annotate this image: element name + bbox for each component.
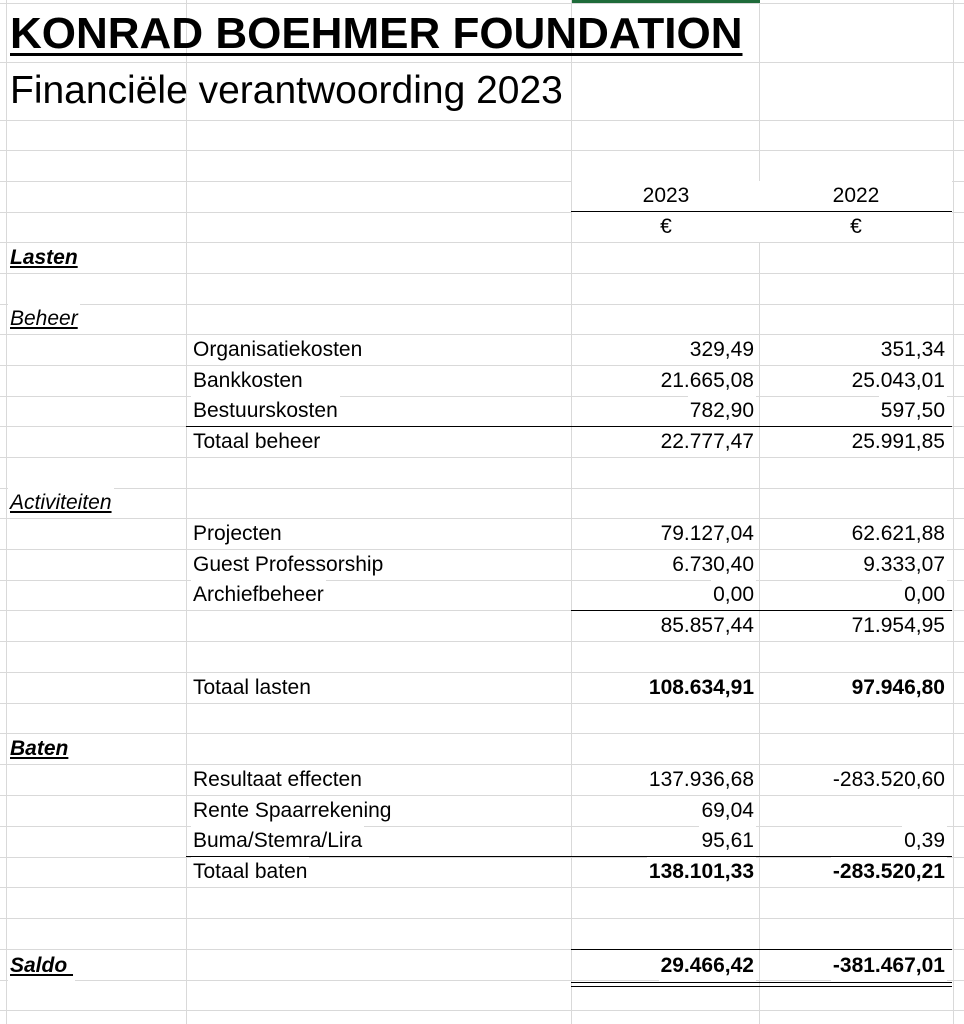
value-2022: 597,50 [879,396,947,426]
row-label: Rente Spaarrekening [191,796,393,826]
row-label: Projecten [191,519,284,549]
value-2023: 21.665,08 [659,366,756,396]
value-2022: 25.991,85 [850,427,947,457]
value-2023: 782,90 [688,396,756,426]
page-subtitle: Financiële verantwoording 2023 [10,69,563,112]
row-label: Bankkosten [191,366,305,396]
page-title: KONRAD BOEHMER FOUNDATION [10,9,743,58]
currency-2022: € [760,212,952,242]
value-2023: 95,61 [699,826,756,856]
row-label-totaal-baten: Totaal baten [191,857,309,887]
value-2022: 25.043,01 [850,366,947,396]
total-rule-top [571,949,952,950]
value-2022: -283.520,60 [831,765,947,795]
currency-2023: € [572,212,760,242]
value-2022: 97.946,80 [850,673,947,703]
active-cell-indicator [572,0,760,3]
row-label: Guest Professorship [191,550,385,580]
saldo-2022: -381.467,01 [831,951,947,981]
value-2022: -283.520,21 [831,857,947,887]
row-label: Organisatiekosten [191,335,364,365]
value-2023: 22.777,47 [659,427,756,457]
row-label-totaal-lasten: Totaal lasten [191,673,313,703]
row-label: Resultaat effecten [191,765,364,795]
value-2022: 0,00 [902,580,947,610]
value-2023: 69,04 [699,796,756,826]
row-label-subtotaal-activiteiten [191,611,195,641]
value-2022: 9.333,07 [861,550,947,580]
value-2023: 0,00 [711,580,756,610]
value-2022: 71.954,95 [850,611,947,641]
double-rule-2 [571,986,952,987]
value-2023: 6.730,40 [670,550,756,580]
section-lasten: Lasten [8,243,80,273]
row-label: Bestuurskosten [191,396,340,426]
column-header-2022: 2022 [760,181,952,211]
section-saldo: Saldo [8,951,75,981]
value-2023: 108.634,91 [647,673,756,703]
double-rule-1 [571,982,952,983]
value-2022: 351,34 [879,335,947,365]
section-activiteiten: Activiteiten [8,488,114,518]
value-2023: 329,49 [688,335,756,365]
value-2023: 79.127,04 [659,519,756,549]
saldo-2023: 29.466,42 [659,951,756,981]
row-label-totaal-beheer: Totaal beheer [191,427,322,457]
value-2022: 62.621,88 [850,519,947,549]
row-label: Archiefbeheer [191,580,326,610]
row-label: Buma/Stemra/Lira [191,826,364,856]
column-header-2023: 2023 [572,181,760,211]
value-2023: 138.101,33 [647,857,756,887]
section-beheer: Beheer [8,304,80,334]
value-2023: 137.936,68 [647,765,756,795]
value-2023: 85.857,44 [659,611,756,641]
section-baten: Baten [8,734,70,764]
value-2022 [943,796,947,826]
value-2022: 0,39 [902,826,947,856]
